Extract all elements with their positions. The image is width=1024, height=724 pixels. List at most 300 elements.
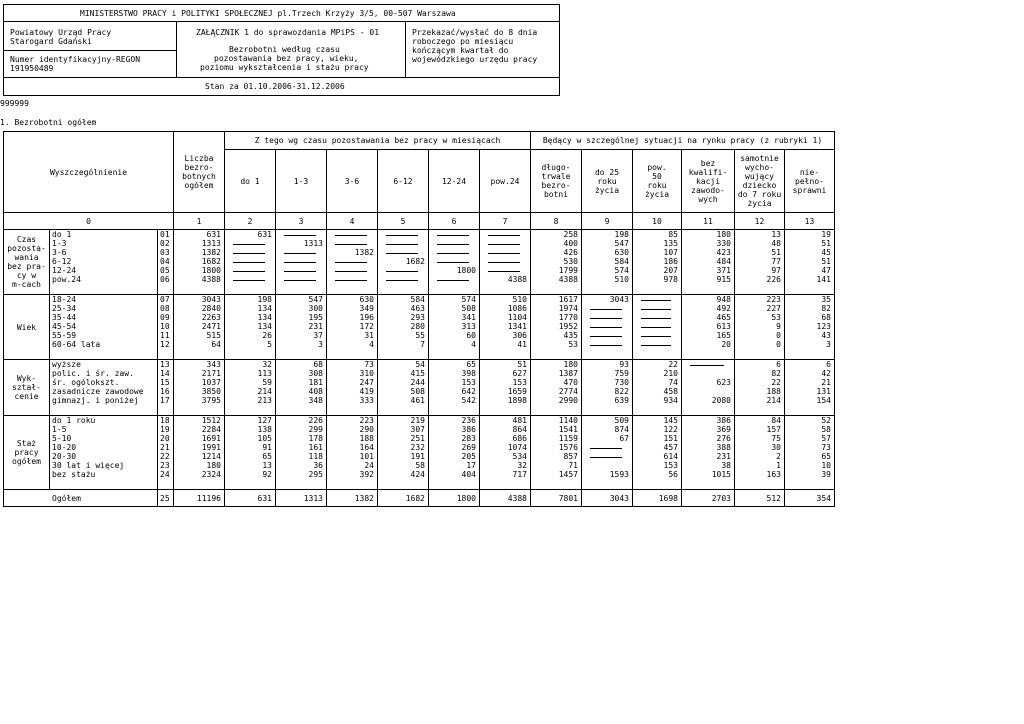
value-cell [582,416,633,490]
row-description-line: 3-6 [52,248,67,257]
group-descriptions [50,295,158,360]
time-col-header: pow.24 [480,150,531,213]
value: 84 [771,416,781,425]
situation-col-header-line: roku [597,176,617,186]
value: 308 [308,369,323,378]
value: 153 [512,378,527,387]
value: 614 [663,452,678,461]
row-code-line: 16 [160,387,170,396]
value-cell [429,295,480,360]
value: 131 [816,387,831,396]
dash-line [379,266,425,275]
value-cell [378,230,429,295]
value: 188 [766,387,781,396]
count-header-line: botnych [182,172,216,181]
column-number: 12 [735,213,785,230]
dash-line [379,248,425,257]
dash-line [430,275,476,284]
row-description-line: 18-24 [52,295,77,304]
value: 400 [563,239,578,248]
column-number: 6 [429,213,480,230]
value: 547 [614,239,629,248]
situation-col-header-line: wych [698,194,718,204]
subtitle-line2: pozostawania bez pracy, wieku, [214,54,359,63]
value-cell [480,360,531,416]
value: 1074 [507,443,527,452]
value: 74 [668,378,678,387]
value: 205 [461,452,476,461]
dash-line [277,248,323,257]
value: 60 [466,331,476,340]
value: 30 [771,443,781,452]
group-label [4,360,50,416]
dash-line [328,275,374,284]
value: 56 [668,470,678,479]
dash-line [277,275,323,284]
dash-line [583,304,629,313]
time-col-header: do 1 [225,150,276,213]
value: 313 [461,322,476,331]
value: 123 [816,322,831,331]
value: 107 [663,248,678,257]
row-code-line: 14 [160,369,170,378]
value: 492 [716,304,731,313]
value: 2774 [558,387,578,396]
value: 231 [716,452,731,461]
header-deadline-divider [405,21,406,78]
value: 424 [410,470,425,479]
value: 1159 [558,434,578,443]
value: 630 [359,295,374,304]
value-cell [378,416,429,490]
value: 226 [308,416,323,425]
value: 4388 [201,275,221,284]
value: 1512 [201,416,221,425]
value: 3 [826,340,831,349]
row-description-line: 5-10 [52,434,72,443]
value: 457 [663,443,678,452]
value: 6 [776,360,781,369]
value: 82 [771,369,781,378]
value: 196 [359,313,374,322]
value: 1770 [558,313,578,322]
dash-line [226,266,272,275]
value: 47 [821,266,831,275]
dash-line [583,331,629,340]
column-number: 0 [4,213,174,230]
value: 4388 [507,275,527,284]
group-codes [158,416,174,490]
value: 864 [512,425,527,434]
value: 1457 [558,470,578,479]
value: 510 [512,295,527,304]
group-label [4,230,50,295]
value: 404 [461,470,476,479]
value: 164 [359,443,374,452]
row-description-line: gimnazj. i poniżej [52,396,139,405]
situation-col-header [785,150,835,213]
situation-col-header-line: dziecko [742,181,777,190]
row-code-line: 03 [160,248,170,257]
value: 163 [766,470,781,479]
group-label [4,416,50,490]
value: 65 [262,452,272,461]
value: 153 [461,378,476,387]
count-header [174,132,225,213]
value-cell [785,360,835,416]
value: 307 [410,425,425,434]
value: 37 [313,331,323,340]
value: 214 [257,387,272,396]
dash-line [634,322,678,331]
value: 295 [308,470,323,479]
value-cell [785,295,835,360]
dash-line [583,443,629,452]
table-row [4,360,835,416]
column-number-row [4,213,835,230]
dash-line [481,248,527,257]
time-col-header: 6-12 [378,150,429,213]
row-description-line: do 1 [52,230,72,239]
value: 22 [771,378,781,387]
dash-line [277,266,323,275]
value: 207 [663,266,678,275]
value-cell [531,295,582,360]
value: 10 [821,461,831,470]
total-value: 1382 [327,490,378,507]
value: 22 [668,360,678,369]
group-label-line: Czas [16,235,37,244]
office-name-line2: Starogard Gdański [10,37,92,46]
value-cell [582,295,633,360]
value: 542 [461,396,476,405]
value: 195 [308,313,323,322]
dash-line [481,230,527,239]
value-cell [225,295,276,360]
dash-line [430,257,476,266]
value-cell [735,295,785,360]
value: 630 [614,248,629,257]
value: 51 [517,360,527,369]
value-cell [225,416,276,490]
value: 59 [262,378,272,387]
value: 1541 [558,425,578,434]
value: 73 [364,360,374,369]
row-code-line: 22 [160,452,170,461]
situation-col-header-line: do 25 [594,167,620,177]
total-row [4,490,835,507]
value: 343 [206,360,221,369]
situation-col-header [633,150,682,213]
value: 54 [415,360,425,369]
row-description-line: 20-30 [52,452,77,461]
value: 2 [776,452,781,461]
value: 2171 [201,369,221,378]
value: 426 [563,248,578,257]
situation-col-header-line: wujący [745,172,774,181]
value: 258 [563,230,578,239]
total-value: 631 [225,490,276,507]
dash-line [583,313,629,322]
total-value: 512 [735,490,785,507]
value [583,461,629,470]
desc-header: Wyszczególnienie [4,132,174,213]
column-number: 11 [682,213,735,230]
value: 43 [821,331,831,340]
dash-line [379,230,425,239]
value: 1991 [201,443,221,452]
row-description-line: 30 lat i więcej [52,461,125,470]
value-cell [633,230,682,295]
value: 198 [257,295,272,304]
table-row [4,295,835,360]
value-cell [225,230,276,295]
dash-line [634,295,678,304]
value: 178 [308,434,323,443]
value: 180 [563,360,578,369]
value [683,387,731,396]
section-title: 1. Bezrobotni ogółem [0,118,97,127]
value: 101 [359,452,374,461]
value-cell [480,295,531,360]
dash-line [481,239,527,248]
value: 508 [410,387,425,396]
value: 157 [766,425,781,434]
value: 41 [517,340,527,349]
value: 53 [771,313,781,322]
value: 465 [716,313,731,322]
value: 223 [359,416,374,425]
value: 330 [716,239,731,248]
row-code-line: 12 [160,340,170,349]
dash-line [328,230,374,239]
value: 31 [364,331,374,340]
value: 48 [771,239,781,248]
value-cell [276,295,327,360]
value: 4 [471,340,476,349]
group-descriptions [50,230,158,295]
value-cell [378,295,429,360]
situation-col-header-line: życia [644,190,670,199]
deadline-line3: kończącym kwartał do [412,46,509,55]
row-description-line: 6-12 [52,257,72,266]
value: 247 [359,378,374,387]
value: 214 [766,396,781,405]
value: 2990 [558,396,578,405]
situation-col-header-line: pow. [647,163,667,172]
value: 1037 [201,378,221,387]
value: 759 [614,369,629,378]
row-description-line: śr. ogólokszt. [52,378,120,387]
row-code-line: 06 [160,275,170,284]
value: 3850 [201,387,221,396]
value-cell [480,416,531,490]
total-value: 11196 [174,490,225,507]
count-header-line: bezro- [184,163,214,172]
value: 623 [716,378,731,387]
value: 458 [663,387,678,396]
value: 631 [257,230,272,239]
value: 574 [614,266,629,275]
value: 415 [410,369,425,378]
value: 948 [716,295,731,304]
value-cell [429,360,480,416]
value: 5 [267,340,272,349]
value: 65 [466,360,476,369]
group-codes [158,295,174,360]
value: 141 [816,275,831,284]
value: 251 [410,434,425,443]
value: 915 [716,275,731,284]
value: 574 [461,295,476,304]
value: 310 [359,369,374,378]
value-cell [633,360,682,416]
value: 57 [821,434,831,443]
value-cell [174,295,225,360]
value: 481 [512,416,527,425]
table-body [4,230,835,507]
count-header-line: Liczba [184,154,214,163]
value: 188 [359,434,374,443]
value-cell [225,360,276,416]
row-description-line: 1-5 [52,425,67,434]
total-value: 3043 [582,490,633,507]
code-value: 999999 [0,99,29,108]
value: 91 [262,443,272,452]
situation-col-header-line: nie- [799,167,820,177]
value: 419 [359,387,374,396]
value: 19 [821,230,831,239]
column-number: 3 [276,213,327,230]
value: 341 [461,313,476,322]
value: 1382 [354,248,374,257]
value: 857 [563,452,578,461]
dash-line [634,340,678,349]
deadline-line4: wojewódzkiego urzędu pracy [412,55,538,64]
group-label-line: ształ- [12,383,41,392]
value: 509 [614,416,629,425]
situation-col-header-line: sprawni [792,185,827,195]
value: 1576 [558,443,578,452]
value: 77 [771,257,781,266]
situation-group-header: Będący w szczególnej sytuacji na rynku pracy (z rubryki 1) [531,132,835,150]
value-cell [327,295,378,360]
value: 68 [313,360,323,369]
ministry-title: MINISTERSTWO PRACY i POLITYKI SPOŁECZNEJ pl.Trzech Krzyży 3/5, 00-507 Warszawa [80,9,456,18]
value: 822 [614,387,629,396]
value: 0 [776,331,781,340]
value: 26 [262,331,272,340]
value: 534 [512,452,527,461]
group-descriptions [50,416,158,490]
value: 82 [821,304,831,313]
value: 134 [257,304,272,313]
value: 73 [821,443,831,452]
row-code-line: 17 [160,396,170,405]
deadline-line1: Przekazać/wysłać do 8 dnia [412,28,538,37]
value: 1682 [405,257,425,266]
value: 93 [619,360,629,369]
value-cell [276,230,327,295]
value-cell [785,230,835,295]
value: 515 [206,331,221,340]
total-value: 1698 [633,490,682,507]
row-description-line: pow.24 [52,275,81,284]
total-label: Ogółem [4,490,158,507]
row-code-line: 09 [160,313,170,322]
value: 1800 [201,266,221,275]
value: 333 [359,396,374,405]
group-label-line: ogółem [12,457,41,466]
value: 371 [716,266,731,275]
value: 299 [308,425,323,434]
regon-label: Numer identyfikacyjny-REGON [10,55,141,64]
value: 223 [766,295,781,304]
regon-value: 191950489 [10,64,54,73]
deadline-line2: roboczego po miesiącu [412,37,514,46]
value: 408 [308,387,323,396]
office-name-line1: Powiatowy Urząd Pracy [10,28,112,37]
value: 7 [420,340,425,349]
row-description-line: do 1 roku [52,416,96,425]
value: 151 [663,434,678,443]
value: 97 [771,266,781,275]
total-code: 25 [158,490,174,507]
dash-line [328,239,374,248]
total-value: 354 [785,490,835,507]
value: 172 [359,322,374,331]
situation-col-header [682,150,735,213]
column-number: 13 [785,213,835,230]
column-number: 2 [225,213,276,230]
value: 154 [816,396,831,405]
dash-line [226,257,272,266]
value: 9 [776,322,781,331]
situation-col-header-line: życia [747,199,772,208]
value: 105 [257,434,272,443]
row-description-line: 35-44 [52,313,77,322]
value-cell [327,360,378,416]
value: 2284 [201,425,221,434]
dash-line [583,322,629,331]
value: 1799 [558,266,578,275]
value: 1952 [558,322,578,331]
value: 1382 [201,248,221,257]
value: 180 [716,230,731,239]
situation-col-header-line: kwalifi- [688,167,728,177]
value: 65 [821,452,831,461]
value: 51 [821,239,831,248]
value: 1974 [558,304,578,313]
value: 530 [563,257,578,266]
value-cell [429,416,480,490]
value: 67 [619,434,629,443]
value: 547 [308,295,323,304]
situation-col-header [735,150,785,213]
group-label-line: pracy [14,448,39,457]
row-code-line: 24 [160,470,170,479]
value: 231 [308,322,323,331]
group-label-line: m-cach [12,280,41,289]
situation-col-header-line: samotnie [740,154,779,163]
value-cell [174,230,225,295]
row-code-line: 19 [160,425,170,434]
row-code-line: 15 [160,378,170,387]
value: 4388 [558,275,578,284]
dash-line [277,257,323,266]
column-number: 1 [174,213,225,230]
row-code-line: 23 [160,461,170,470]
